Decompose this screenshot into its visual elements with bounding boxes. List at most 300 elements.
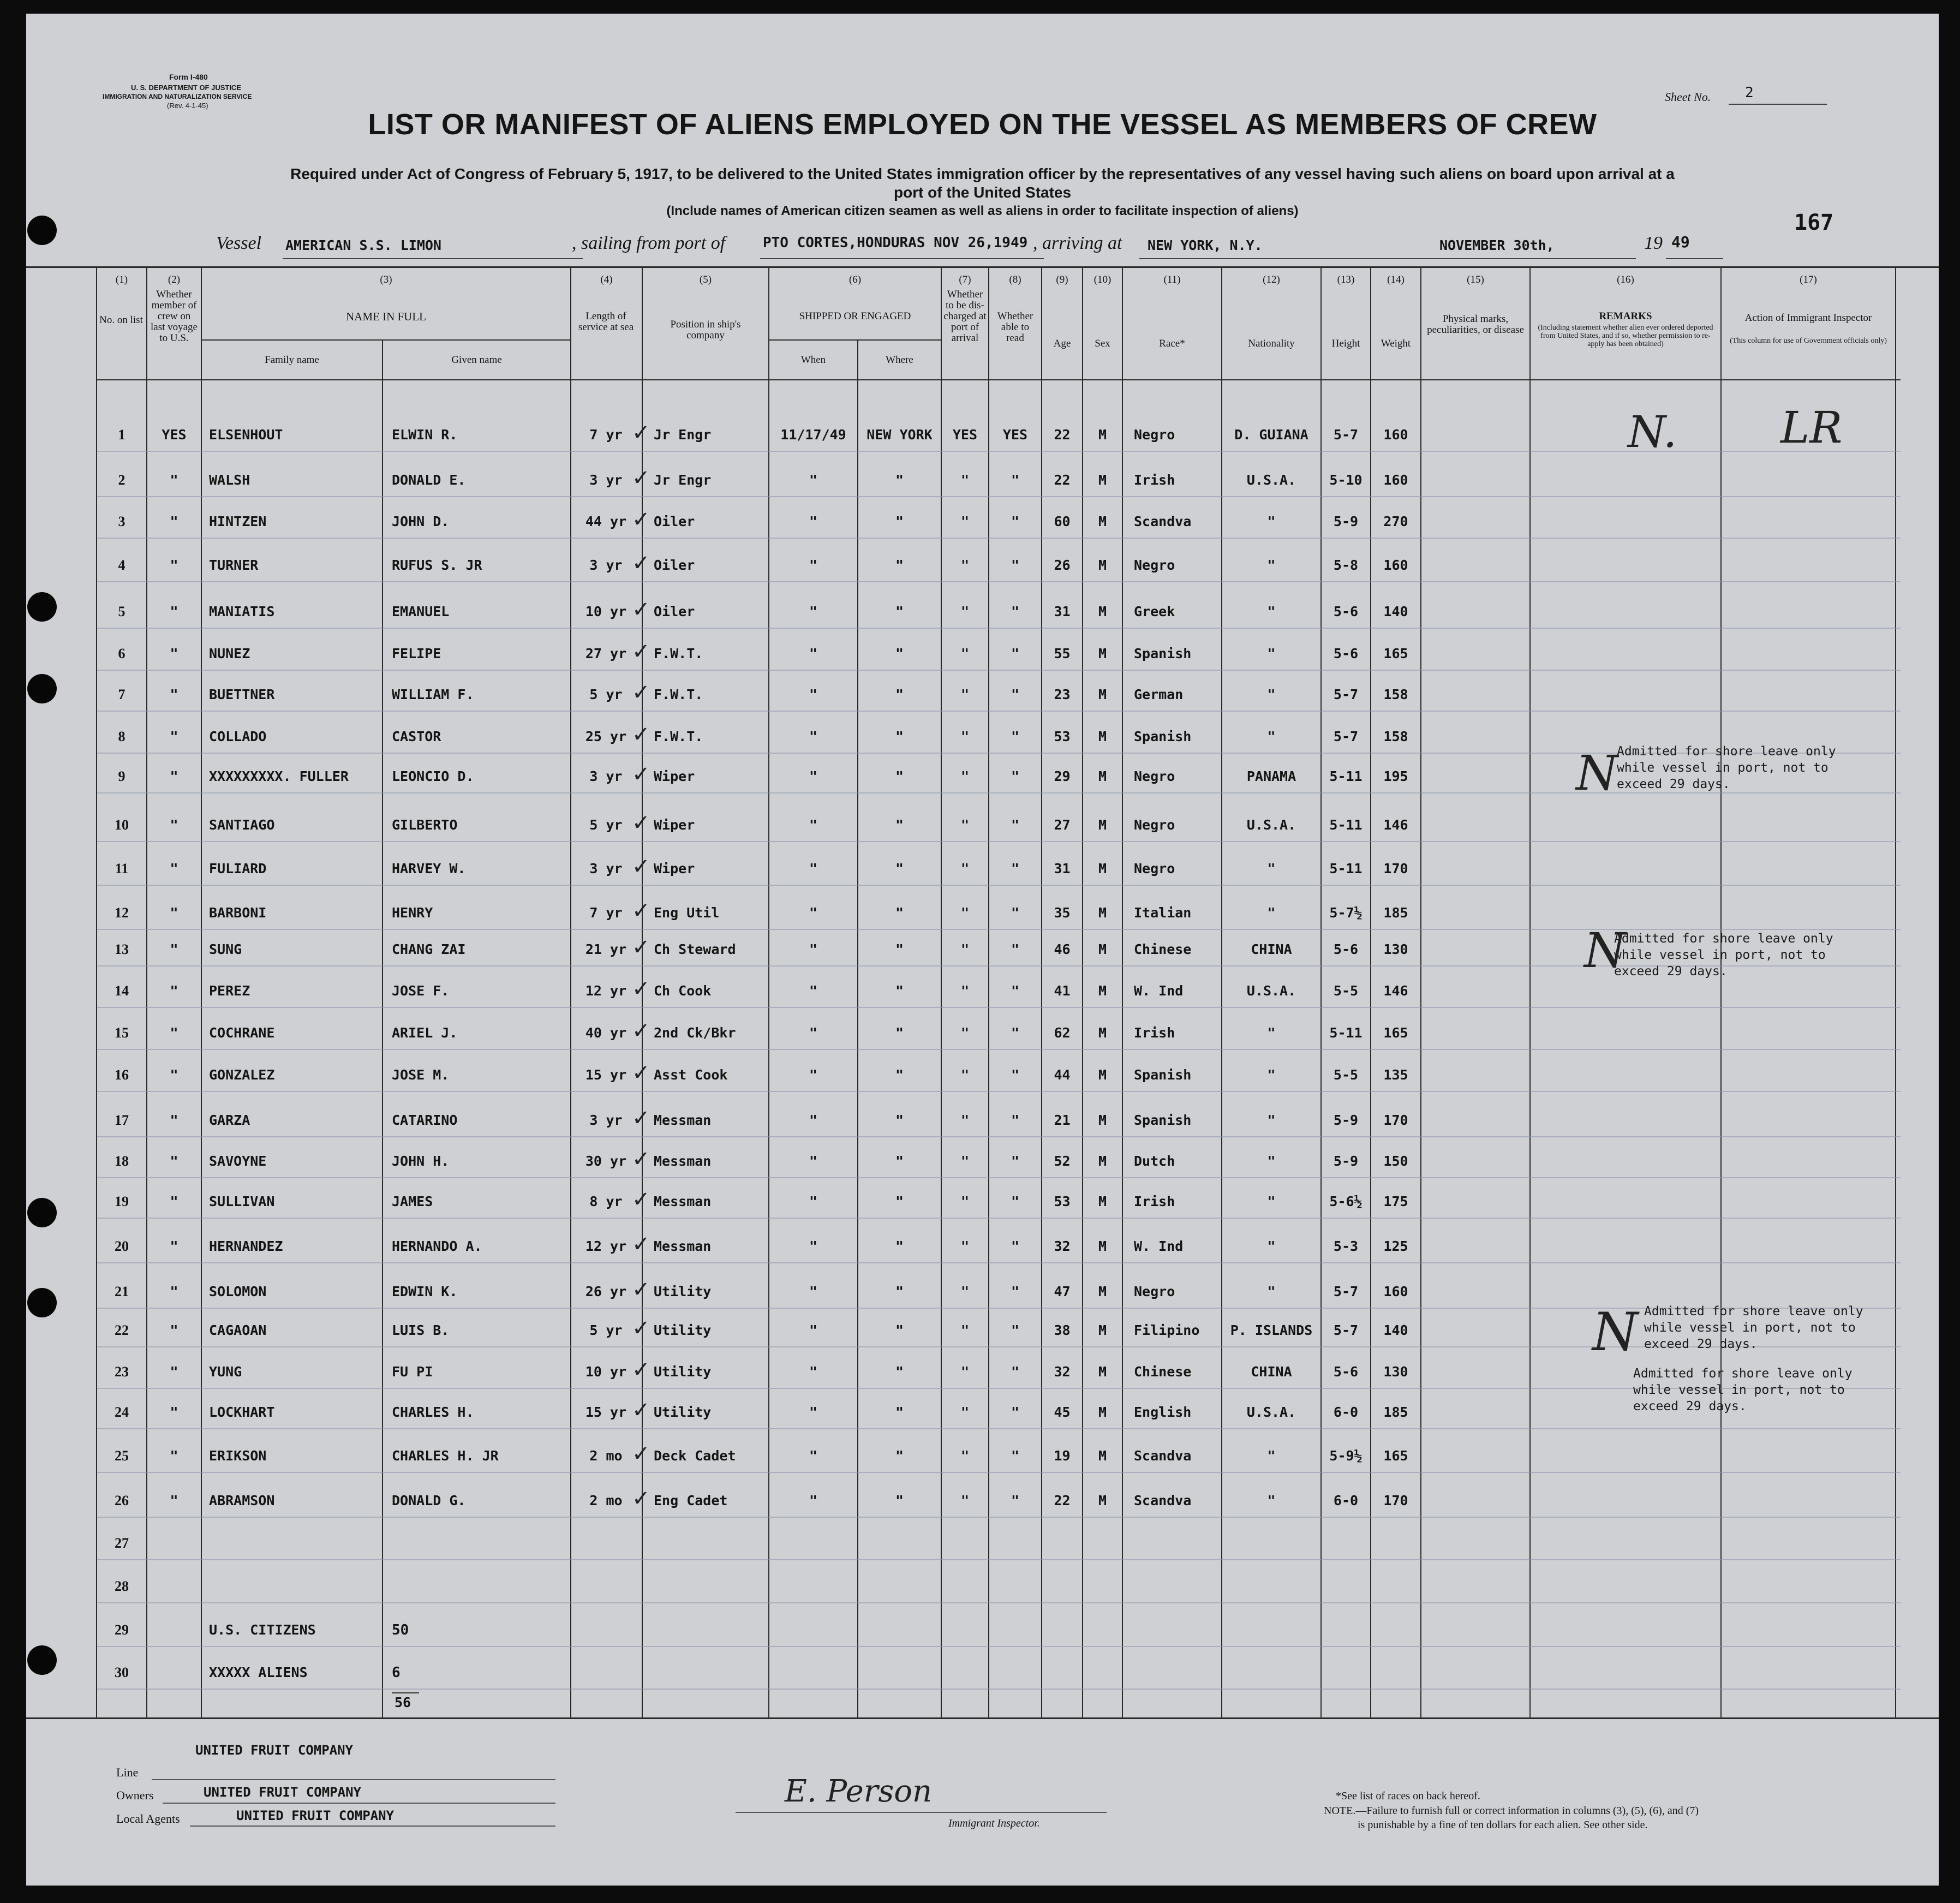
sailing-label: , sailing from port of	[572, 233, 726, 253]
shipped-where: "	[895, 1067, 904, 1083]
age: 53	[1054, 729, 1071, 744]
family-name: HERNANDEZ	[209, 1238, 283, 1254]
col-17-header: Action of Immigrant Inspector	[1744, 312, 1872, 324]
col-1-header: No. on list	[99, 314, 143, 326]
col-line	[382, 339, 383, 1718]
crew-last-voyage: "	[170, 861, 178, 876]
able-to-read: "	[1011, 817, 1020, 833]
col-2-header: Whether member of crew on last voyage to U.S.	[150, 289, 198, 344]
checkmark-icon: ✓	[632, 1398, 650, 1423]
subtitle-include: (Include names of American citizen seamen as well as aliens in order to facilitate inspection of aliens)	[666, 204, 1299, 218]
shipped-where: "	[895, 646, 904, 661]
shipped-where: "	[895, 687, 904, 702]
nationality: "	[1267, 604, 1276, 619]
weight: 170	[1383, 1112, 1408, 1128]
nationality: "	[1267, 1238, 1276, 1254]
given-name: ELWIN R.	[392, 427, 458, 443]
crew-last-voyage: "	[170, 557, 178, 573]
height: 5-7	[1333, 1284, 1359, 1299]
crew-last-voyage: "	[170, 905, 178, 921]
checkmark-icon: ✓	[632, 1357, 650, 1382]
given-name: GILBERTO	[392, 817, 458, 833]
col-14-number: (14)	[1387, 274, 1405, 285]
height: 5-3	[1333, 1238, 1359, 1254]
crew-last-voyage: "	[170, 768, 178, 784]
year-suffix: 49	[1671, 233, 1690, 251]
ship-position: Utility	[654, 1322, 712, 1338]
col-6-number: (6)	[848, 274, 862, 285]
ruled-line	[97, 1007, 1901, 1008]
weight: 130	[1383, 1364, 1408, 1380]
length-of-service: 15 yr	[585, 1067, 627, 1083]
family-name: COLLADO	[209, 729, 267, 744]
family-name: SOLOMON	[209, 1284, 267, 1299]
punch-hole	[27, 1288, 57, 1317]
sex: M	[1098, 983, 1107, 999]
ship-position: Messman	[654, 1153, 712, 1169]
given-name: DONALD G.	[392, 1493, 466, 1508]
length-of-service: 3 yr	[589, 472, 623, 488]
ruled-line	[97, 1218, 1901, 1219]
inspector-label: Immigrant Inspector.	[948, 1817, 1040, 1829]
weight: 125	[1383, 1238, 1408, 1254]
page-number: 167	[1794, 210, 1834, 235]
weight: 165	[1383, 1025, 1408, 1041]
able-to-read: "	[1011, 729, 1020, 744]
punch-hole	[27, 674, 57, 703]
height: 5-10	[1329, 472, 1363, 488]
shipped-where: "	[895, 472, 904, 488]
row-number: 18	[115, 1153, 129, 1169]
ruled-line	[97, 1262, 1901, 1263]
given-name: EMANUEL	[392, 604, 450, 619]
col-13-number: (13)	[1337, 274, 1355, 285]
nationality: "	[1267, 729, 1276, 744]
ruled-line	[97, 496, 1901, 497]
checkmark-icon: ✓	[632, 551, 650, 576]
remark-block: Admitted for shore leave only while vessel in port, not to exceed 29 days.	[1614, 932, 1833, 979]
race: Spanish	[1134, 646, 1192, 661]
shipped-where: "	[895, 514, 904, 529]
sex: M	[1098, 817, 1107, 833]
height: 5-7	[1333, 1322, 1359, 1338]
subtitle-port: port of the United States	[893, 184, 1072, 201]
form-department: U. S. DEPARTMENT OF JUSTICE	[131, 83, 241, 92]
sex: M	[1098, 1322, 1107, 1338]
able-to-read: "	[1011, 557, 1020, 573]
nationality: "	[1267, 687, 1276, 702]
family-name: LOCKHART	[209, 1404, 275, 1420]
to-be-discharged: "	[960, 1194, 970, 1209]
age: 41	[1054, 983, 1071, 999]
shipped-where: "	[895, 1194, 904, 1209]
crew-last-voyage: "	[170, 514, 178, 529]
shipped-where: "	[895, 1364, 904, 1380]
weight: 135	[1383, 1067, 1408, 1083]
length-of-service: 2 mo	[589, 1493, 623, 1508]
footnote-fine: is punishable by a fine of ten dollars for each alien. See other side.	[1358, 1819, 1648, 1831]
race: Irish	[1134, 1194, 1175, 1209]
sex: M	[1098, 941, 1107, 957]
race: German	[1134, 687, 1184, 702]
crew-last-voyage: "	[170, 1493, 178, 1508]
nationality: "	[1267, 861, 1276, 876]
agents-underline	[190, 1826, 555, 1827]
family-name: ELSENHOUT	[209, 427, 283, 443]
row-number: 17	[115, 1112, 129, 1128]
race: W. Ind	[1134, 1238, 1184, 1254]
row-number: 29	[115, 1622, 129, 1638]
age: 32	[1054, 1364, 1071, 1380]
ruled-line	[97, 885, 1901, 886]
height: 5-9	[1333, 514, 1359, 529]
weight: 130	[1383, 941, 1408, 957]
height: 5-8	[1333, 557, 1359, 573]
race: English	[1134, 1404, 1192, 1420]
shipped-when: "	[809, 472, 818, 488]
nationality: P. ISLANDS	[1230, 1322, 1313, 1338]
ruled-line	[97, 1177, 1901, 1178]
given-name: CATARINO	[392, 1112, 458, 1128]
checkmark-icon: ✓	[632, 722, 650, 747]
ruled-line	[97, 711, 1901, 712]
length-of-service: 30 yr	[585, 1153, 627, 1169]
checkmark-icon: ✓	[632, 1018, 650, 1043]
length-of-service: 7 yr	[589, 427, 623, 443]
height: 5-9	[1333, 1153, 1359, 1169]
shipped-where: NEW YORK	[867, 427, 933, 443]
given-name: JOSE M.	[392, 1067, 450, 1083]
checkmark-icon: ✓	[632, 1232, 650, 1257]
col-3-given-header: Given name	[451, 354, 502, 366]
family-name: WALSH	[209, 472, 250, 488]
to-be-discharged: "	[960, 729, 970, 744]
length-of-service: 5 yr	[589, 817, 623, 833]
col-line	[1122, 266, 1123, 1718]
length-of-service: 10 yr	[585, 1364, 627, 1380]
ruled-line	[97, 670, 1901, 671]
remark-block: Admitted for shore leave only while vessel in port, not to exceed 29 days.	[1633, 1367, 1853, 1413]
col-15-header: Physical marks, peculiarities, or disease	[1427, 313, 1524, 336]
col-6-where-header: Where	[886, 354, 913, 366]
able-to-read: "	[1011, 1025, 1020, 1041]
family-name: NUNEZ	[209, 646, 250, 661]
shipped-where: "	[895, 1404, 904, 1420]
height: 5-7	[1333, 687, 1359, 702]
age: 22	[1054, 472, 1071, 488]
given-name: CHARLES H.	[392, 1404, 474, 1420]
punch-hole	[27, 1198, 57, 1227]
race: Filipino	[1134, 1322, 1200, 1338]
length-of-service: 25 yr	[585, 729, 627, 744]
row-number: 12	[115, 905, 129, 921]
checkmark-icon: ✓	[632, 1060, 650, 1085]
nationality: CHINA	[1251, 1364, 1292, 1380]
given-name: HERNANDO A.	[392, 1238, 482, 1254]
length-of-service: 3 yr	[589, 861, 623, 876]
sex: M	[1098, 646, 1107, 661]
sex: M	[1098, 861, 1107, 876]
row-number: 1	[118, 427, 126, 443]
shipped-where: "	[895, 557, 904, 573]
length-of-service: 3 yr	[589, 768, 623, 784]
weight: 158	[1383, 687, 1408, 702]
shipped-where: "	[895, 1153, 904, 1169]
height: 5-9½	[1329, 1448, 1363, 1464]
ship-position: Jr Engr	[654, 427, 712, 443]
sex: M	[1098, 1153, 1107, 1169]
race: Chinese	[1134, 1364, 1192, 1380]
family-name: CAGAOAN	[209, 1322, 267, 1338]
ruled-line	[97, 1049, 1901, 1050]
sex: M	[1098, 472, 1107, 488]
given-name: LEONCIO D.	[392, 768, 474, 784]
age: 55	[1054, 646, 1071, 661]
ship-position: Eng Util	[654, 905, 720, 921]
crew-last-voyage: "	[170, 983, 178, 999]
checkmark-icon: ✓	[632, 507, 650, 532]
sheet-label: Sheet No.	[1665, 90, 1711, 104]
able-to-read: "	[1011, 905, 1020, 921]
col-3-family-header: Family name	[265, 354, 319, 366]
shipped-when: "	[809, 514, 818, 529]
col-10-header: Sex	[1095, 338, 1110, 349]
row-number: 13	[115, 941, 129, 957]
row-number: 2	[118, 472, 126, 488]
able-to-read: "	[1011, 604, 1020, 619]
age: 60	[1054, 514, 1071, 529]
punch-hole	[27, 1645, 57, 1675]
nationality: "	[1267, 1194, 1276, 1209]
length-of-service: 44 yr	[585, 514, 627, 529]
checkmark-icon: ✓	[632, 1106, 650, 1131]
handwritten-action: LR	[1780, 402, 1843, 453]
sex: M	[1098, 1364, 1107, 1380]
ship-position: Wiper	[654, 861, 695, 876]
footnote-warning: NOTE.—Failure to furnish full or correct information in columns (3), (5), (6), and (7)	[1324, 1805, 1699, 1817]
weight: 146	[1383, 817, 1408, 833]
age: 29	[1054, 768, 1071, 784]
row-number: 7	[118, 687, 126, 702]
ruled-line	[97, 792, 1901, 794]
sex: M	[1098, 557, 1107, 573]
checkmark-icon: ✓	[632, 466, 650, 491]
nationality: U.S.A.	[1246, 817, 1296, 833]
shipped-when: "	[809, 1194, 818, 1209]
sex: M	[1098, 768, 1107, 784]
col-line	[1529, 266, 1531, 1718]
length-of-service: 5 yr	[589, 687, 623, 702]
shipped-when: "	[809, 1153, 818, 1169]
weight: 170	[1383, 1493, 1408, 1508]
crew-last-voyage: "	[170, 817, 178, 833]
crew-last-voyage: "	[170, 1364, 178, 1380]
able-to-read: "	[1011, 768, 1020, 784]
able-to-read: "	[1011, 514, 1020, 529]
race: Irish	[1134, 472, 1175, 488]
line-underline	[152, 1779, 555, 1780]
col-1-number: (1)	[115, 274, 128, 285]
nationality: "	[1267, 514, 1276, 529]
weight: 165	[1383, 1448, 1408, 1464]
col-6-when-header: When	[800, 354, 826, 366]
weight: 270	[1383, 514, 1408, 529]
sailing-underline	[760, 258, 1044, 259]
sex: M	[1098, 604, 1107, 619]
row-number: 19	[115, 1194, 129, 1209]
ship-position: F.W.T.	[654, 729, 703, 744]
col-line	[1720, 266, 1722, 1718]
length-of-service: 5 yr	[589, 1322, 623, 1338]
col-line	[201, 266, 202, 1718]
shipped-when: "	[809, 1364, 818, 1380]
owners-label: Owners	[116, 1788, 154, 1802]
nationality: "	[1267, 646, 1276, 661]
col-11-number: (11)	[1163, 274, 1181, 285]
sex: M	[1098, 427, 1107, 443]
to-be-discharged: "	[960, 1025, 970, 1041]
sex: M	[1098, 1493, 1107, 1508]
able-to-read: "	[1011, 861, 1020, 876]
to-be-discharged: "	[960, 687, 970, 702]
ruled-line	[97, 1646, 1901, 1647]
weight: 158	[1383, 729, 1408, 744]
family-name: SAVOYNE	[209, 1153, 267, 1169]
ruled-line	[97, 1689, 1901, 1690]
family-name: ERIKSON	[209, 1448, 267, 1464]
able-to-read: "	[1011, 1194, 1020, 1209]
race: Negro	[1134, 768, 1175, 784]
given-name: 50	[392, 1622, 409, 1638]
able-to-read: "	[1011, 1238, 1020, 1254]
nationality: CHINA	[1251, 941, 1292, 957]
to-be-discharged: "	[960, 1153, 970, 1169]
given-name: EDWIN K.	[392, 1284, 458, 1299]
sheet-number: 2	[1745, 85, 1754, 101]
to-be-discharged: "	[960, 557, 970, 573]
sex: M	[1098, 1238, 1107, 1254]
col-7-header: Whether to be dis-charged at port of arrival	[943, 289, 987, 344]
family-name: U.S. CITIZENS	[209, 1622, 316, 1638]
race: Negro	[1134, 1284, 1175, 1299]
nationality: "	[1267, 1448, 1276, 1464]
able-to-read: "	[1011, 1067, 1020, 1083]
family-name: XXXXX ALIENS	[209, 1665, 308, 1680]
shipped-when: "	[809, 1067, 818, 1083]
col-9-number: (9)	[1056, 274, 1068, 285]
height: 5-7	[1333, 729, 1359, 744]
ruled-line	[97, 1388, 1901, 1389]
ruled-line	[97, 1559, 1901, 1560]
shipped-where: "	[895, 604, 904, 619]
weight: 160	[1383, 427, 1408, 443]
given-name: HENRY	[392, 905, 433, 921]
age: 21	[1054, 1112, 1071, 1128]
ruled-line	[97, 1091, 1901, 1092]
height: 5-5	[1333, 983, 1359, 999]
row-number: 15	[115, 1025, 129, 1041]
shipped-when: "	[809, 1238, 818, 1254]
nationality: "	[1267, 557, 1276, 573]
row-number: 8	[118, 729, 126, 744]
given-name: CHANG ZAI	[392, 941, 466, 957]
age: 53	[1054, 1194, 1071, 1209]
checkmark-icon: ✓	[632, 1147, 650, 1172]
row-number: 16	[115, 1067, 129, 1083]
height: 5-6½	[1329, 1194, 1363, 1209]
ship-position: F.W.T.	[654, 687, 703, 702]
line-label: Line	[116, 1765, 139, 1779]
able-to-read: "	[1011, 1112, 1020, 1128]
vessel-underline	[283, 258, 583, 259]
height: 5-9	[1333, 1112, 1359, 1128]
age: 32	[1054, 1238, 1071, 1254]
checkmark-icon: ✓	[632, 1277, 650, 1302]
col-6-header: SHIPPED OR ENGAGED	[799, 311, 911, 322]
height: 5-5	[1333, 1067, 1359, 1083]
family-name: COCHRANE	[209, 1025, 275, 1041]
sex: M	[1098, 1067, 1107, 1083]
header-bottom-border	[97, 379, 1901, 380]
able-to-read: YES	[1002, 427, 1028, 443]
crew-last-voyage: "	[170, 941, 178, 957]
height: 5-6	[1333, 1364, 1359, 1380]
ship-position: Wiper	[654, 768, 695, 784]
date-underline	[1434, 258, 1636, 259]
age: 27	[1054, 817, 1071, 833]
checkmark-icon: ✓	[632, 597, 650, 622]
age: 31	[1054, 861, 1071, 876]
given-name: WILLIAM F.	[392, 687, 474, 702]
crew-last-voyage: YES	[162, 427, 187, 443]
col-3-header: NAME IN FULL	[346, 310, 426, 323]
age: 19	[1054, 1448, 1071, 1464]
shipped-where: "	[895, 768, 904, 784]
col-10-number: (10)	[1093, 274, 1112, 285]
to-be-discharged: "	[960, 604, 970, 619]
race: W. Ind	[1134, 983, 1184, 999]
form-service: IMMIGRATION AND NATURALIZATION SERVICE	[103, 93, 252, 100]
age: 46	[1054, 941, 1071, 957]
row-number: 11	[115, 861, 129, 876]
row-number: 27	[115, 1535, 129, 1551]
height: 5-7½	[1329, 905, 1363, 921]
shipped-when: "	[809, 817, 818, 833]
handwritten-initial: N	[1576, 745, 1618, 801]
length-of-service: 2 mo	[589, 1448, 623, 1464]
form-revision: (Rev. 4-1-45)	[167, 102, 208, 110]
height: 5-6	[1333, 604, 1359, 619]
shipped-where: "	[895, 1025, 904, 1041]
given-name: FELIPE	[392, 646, 441, 661]
line-company: UNITED FRUIT COMPANY	[195, 1743, 353, 1758]
race: Spanish	[1134, 729, 1192, 744]
race: Greek	[1134, 604, 1175, 619]
crew-last-voyage: "	[170, 604, 178, 619]
ship-position: Deck Cadet	[654, 1448, 736, 1464]
arrival-date: NOVEMBER 30th,	[1439, 237, 1555, 253]
crew-last-voyage: "	[170, 1404, 178, 1420]
total-count: 56	[395, 1695, 411, 1710]
sex: M	[1098, 1404, 1107, 1420]
to-be-discharged: "	[960, 1404, 970, 1420]
crew-last-voyage: "	[170, 1238, 178, 1254]
shipped-when: "	[809, 1112, 818, 1128]
ship-position: Utility	[654, 1284, 712, 1299]
nationality: D. GUIANA	[1234, 427, 1308, 443]
checkmark-icon: ✓	[632, 1441, 650, 1466]
shipped-when: "	[809, 729, 818, 744]
